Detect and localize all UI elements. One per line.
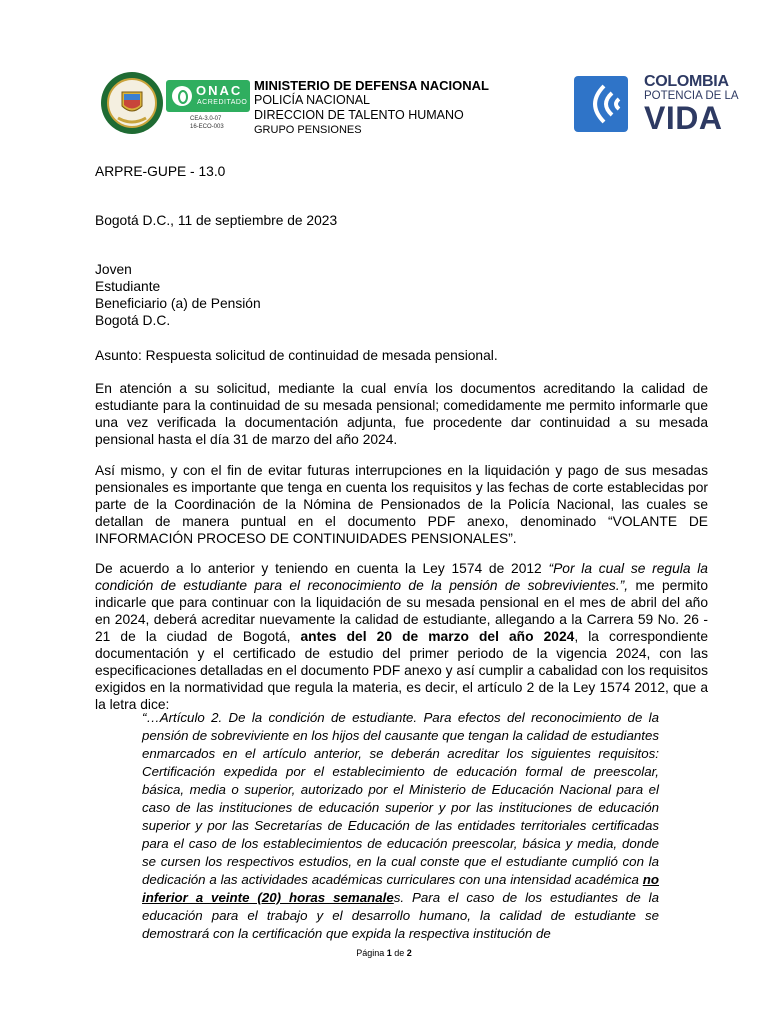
quote-text-a: “…Artículo 2. De la condición de estudiante. Para efectos del reconocimiento de la pensión de sobreviviente en los hijos del causante que tengan la calidad de estudiantes enmarcados en el artículo anterior, se deberán acreditar los siguientes requisitos: Certificación expedida por el establecimiento de educación formal de preescolar, básica, media o superior, autorizado por el Ministerio de Educación Nacional para el caso de las instituciones de educación superior y por las instituciones de educación superior y por las Secretarías de Educación de las entidades territoriales certificadas para el caso de los establecimientos de educación preescolar, básica y media, donde se cursen los respectivos estudios, en la cual conste que el estudiante cumplió con la dedicación a las actividades académicas curriculares con una intensidad académica bbox=[142, 710, 659, 887]
page-footer bbox=[0, 948, 768, 958]
colombia-line1: COLOMBIA bbox=[644, 73, 729, 90]
onac-icon bbox=[172, 86, 192, 106]
ministry-line3: DIRECCION DE TALENTO HUMANO bbox=[254, 108, 464, 122]
footer-total-pages: 2 bbox=[406, 948, 412, 958]
recipient-line: Estudiante bbox=[95, 279, 161, 294]
paragraph-1: En atención a su solicitud, mediante la cual envía los documentos acreditando la calidad de estudiante para la continuidad de su mesada pensional; comedidamente me permito informarle que una vez verificada la documentación adjunta, fue procedente dar continuidad a su mesada pensional hasta el día 31 de marzo del año 2024. bbox=[95, 381, 708, 447]
police-seal-logo bbox=[98, 70, 166, 136]
p3-text-c: me permito indicarle que para continuar con la liquidación de su mesada pensional en el mes de abril del año en 2024, deberá acreditar nuevamente la calidad de estudiante, allegando a la Carrera 59 No. 26 - 21 de la ciudad de Bogotá, bbox=[95, 578, 708, 644]
recipient-line: Beneficiario (a) de Pensión bbox=[95, 296, 261, 311]
recipient-block bbox=[95, 261, 708, 329]
reference-number: ARPRE-GUPE - 13.0 bbox=[95, 164, 226, 179]
colombia-line2: POTENCIA DE LA bbox=[644, 90, 739, 102]
p3-law-title: “Por la cual se regula la condición de estudiante para el reconocimiento de la pensión de sobrevivientes.”, bbox=[95, 561, 708, 593]
paragraph-3 bbox=[95, 560, 708, 713]
law-quote bbox=[142, 709, 659, 943]
ministry-header bbox=[254, 78, 489, 138]
subject-line: Asunto: Respuesta solicitud de continuidad de mesada pensional. bbox=[95, 348, 498, 363]
onac-name: ONAC bbox=[196, 83, 243, 98]
p3-text-a: De acuerdo a lo anterior y teniendo en cuenta la Ley 1574 de 2012 bbox=[95, 561, 549, 576]
colombia-logo-icon bbox=[574, 76, 628, 132]
onac-accreditation-logo bbox=[166, 80, 250, 112]
quote-text-c: s. Para el caso de los estudiantes de la educación para el trabajo y el desarrollo humano, la calidad de estudiante se demostrará con la certificación que expida la respectiva institución de bbox=[142, 890, 660, 941]
colombia-logo-text bbox=[644, 73, 739, 136]
footer-prefix: Página bbox=[356, 948, 387, 958]
quote-hours-requirement: no inferior a veinte (20) horas semanale bbox=[142, 872, 659, 905]
ministry-line4: GRUPO PENSIONES bbox=[254, 124, 362, 136]
paragraph-2: Así mismo, y con el fin de evitar futuras interrupciones en la liquidación y pago de sus mesadas pensionales es importante que tenga en cuenta los requisitos y las fechas de corte establecidas por parte de la Coordinación de la Nómina de Pensionados de la Policía Nacional, las cuales se detallan de manera puntual en el documento PDF anexo, denominado “VOLANTE DE INFORMACIÓN PROCESO DE CONTINUIDADES PENSIONALES”. bbox=[95, 463, 708, 546]
ministry-line2: POLICÍA NACIONAL bbox=[254, 93, 371, 107]
footer-current-page: 1 bbox=[386, 948, 392, 958]
letter-date: Bogotá D.C., 11 de septiembre de 2023 bbox=[95, 213, 338, 228]
colombia-line3: VIDA bbox=[644, 100, 723, 136]
recipient-line: Joven bbox=[95, 262, 132, 277]
recipient-line: Bogotá D.C. bbox=[95, 313, 171, 328]
footer-mid: de bbox=[391, 948, 407, 958]
onac-subtitle: ACREDITADO bbox=[197, 99, 248, 106]
p3-deadline: antes del 20 de marzo del año 2024 bbox=[300, 629, 575, 644]
onac-code bbox=[190, 115, 224, 131]
ministry-line1: MINISTERIO DE DEFENSA NACIONAL bbox=[254, 78, 489, 93]
onac-code-line1: CEA-3.0-07 bbox=[190, 116, 222, 122]
onac-code-line2: 16-ECO-003 bbox=[190, 124, 224, 130]
p3-text-e: , la correspondiente documentación y el certificado de estudio del primer periodo de la vigencia 2024, con las especificaciones detalladas en el documento PDF anexo y así cumplir a cabalidad con los requisitos exigidos en la normatividad que regula la materia, es decir, el artículo 2 de la Ley 1574 2012, que a la letra dice: bbox=[95, 629, 708, 712]
